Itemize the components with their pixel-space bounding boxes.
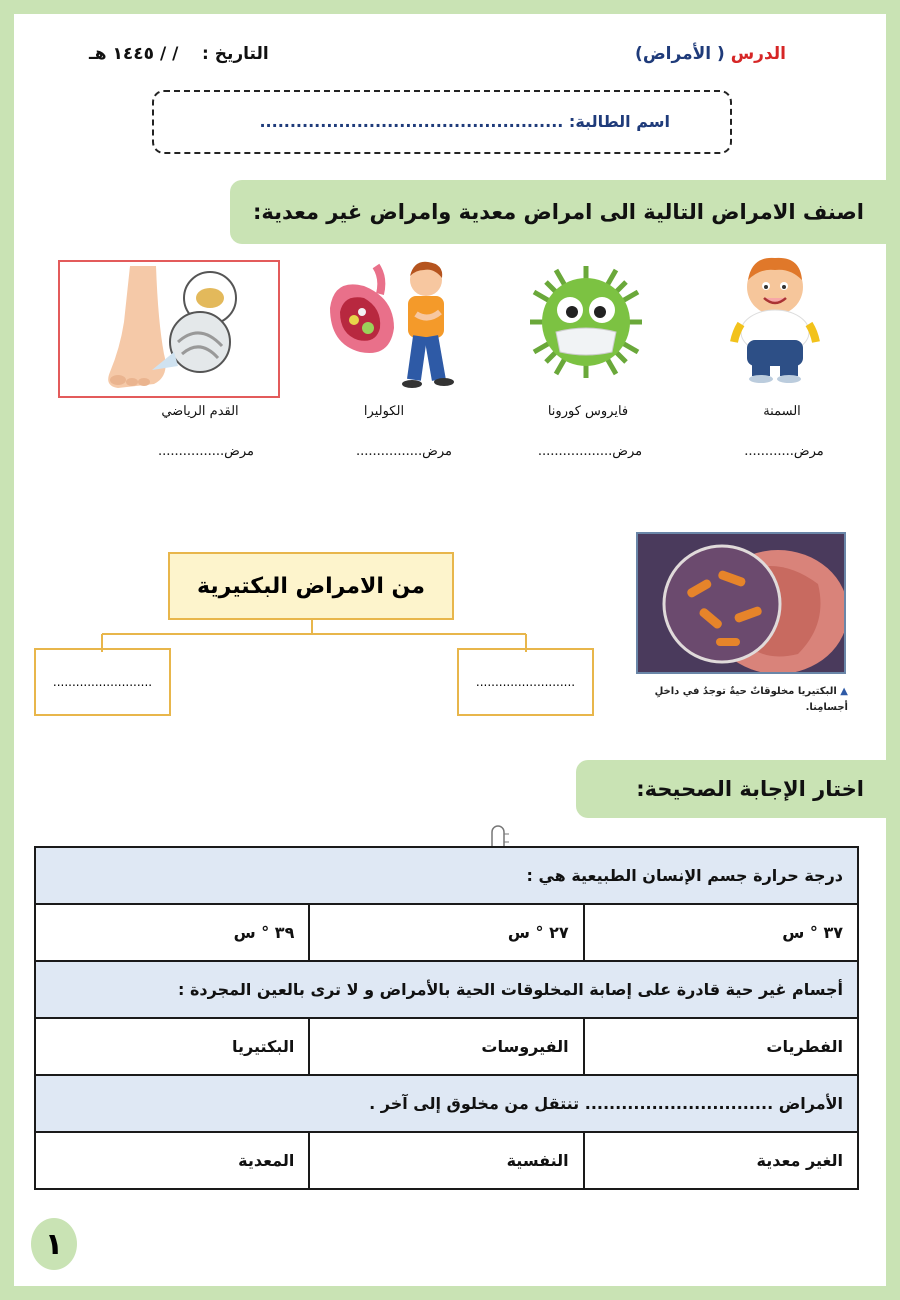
option-q2-c[interactable]: الفطريات — [584, 1018, 858, 1075]
student-name-box[interactable] — [152, 90, 732, 154]
question-1: درجة حرارة جسم الإنسان الطبيعية هي : — [35, 847, 858, 904]
photo-caption-text: البكتيريا مخلوقاتٌ حيةٌ توجدُ في داخلِ أجسامِنا. — [654, 686, 848, 713]
section2-banner — [576, 760, 886, 818]
question-row — [35, 847, 858, 904]
lesson-name: ( الأمراض) — [635, 44, 725, 64]
date-value: / / ١٤٤٥ هـ — [89, 44, 179, 64]
options-row — [35, 1018, 858, 1075]
cholera-image — [324, 258, 464, 393]
page-number: ١ — [31, 1218, 77, 1270]
answer-blank-corona[interactable]: مرض.................. — [537, 444, 643, 459]
bacterial-disease-blank-right[interactable]: .......................... — [457, 648, 594, 716]
option-q2-a[interactable]: البكتيريا — [35, 1018, 309, 1075]
athletes-foot-image — [58, 260, 280, 398]
option-q1-b[interactable]: ٢٧ ° س — [309, 904, 583, 961]
caption-obesity: السمنة — [763, 404, 801, 419]
caption-cholera: الكوليرا — [363, 404, 405, 419]
option-q1-c[interactable]: ٣٧ ° س — [584, 904, 858, 961]
caption-corona: فايروس كورونا — [547, 404, 629, 419]
student-name-label: اسم الطالبة: .................................................. — [259, 112, 670, 131]
option-q3-a[interactable]: المعدية — [35, 1132, 309, 1189]
answer-blank-cholera[interactable]: مرض................ — [356, 444, 452, 459]
bacterial-diseases-title: من الامراض البكتيرية — [168, 552, 454, 620]
lesson-label: الدرس — [730, 44, 786, 64]
option-q3-c[interactable]: الغير معدية — [584, 1132, 858, 1189]
answer-blank-athletes-foot[interactable]: مرض................ — [158, 444, 254, 459]
option-q2-b[interactable]: الفيروسات — [309, 1018, 583, 1075]
date-label: التاريخ : — [202, 44, 269, 64]
mcq-table — [34, 846, 859, 1190]
corona-virus-image — [526, 262, 646, 382]
triangle-icon: ▲ — [840, 686, 848, 697]
option-q3-b[interactable]: النفسية — [309, 1132, 583, 1189]
bacteria-photo — [636, 532, 846, 674]
caption-athletes-foot: القدم الرياضي — [161, 404, 239, 419]
options-row — [35, 1132, 858, 1189]
section2-title: اختار الإجابة الصحيحة: — [636, 777, 864, 801]
obesity-image — [730, 254, 820, 384]
date-field — [89, 44, 269, 64]
bacteria-photo-caption — [626, 684, 848, 716]
option-q1-a[interactable]: ٣٩ ° س — [35, 904, 309, 961]
worksheet-page — [14, 14, 886, 1286]
question-3: الأمراض ............................... تنتقل من مخلوق إلى آخر . — [35, 1075, 858, 1132]
answer-blank-obesity[interactable]: مرض............ — [744, 444, 824, 459]
section1-title: اصنف الامراض التالية الى امراض معدية وامراض غير معدية: — [252, 200, 864, 224]
lesson-title — [635, 44, 786, 64]
section1-banner — [230, 180, 886, 244]
question-2: أجسام غير حية قادرة على إصابة المخلوقات الحية بالأمراض و لا ترى بالعين المجردة : — [35, 961, 858, 1018]
bacterial-disease-blank-left[interactable]: .......................... — [34, 648, 171, 716]
question-row — [35, 961, 858, 1018]
question-row — [35, 1075, 858, 1132]
options-row — [35, 904, 858, 961]
